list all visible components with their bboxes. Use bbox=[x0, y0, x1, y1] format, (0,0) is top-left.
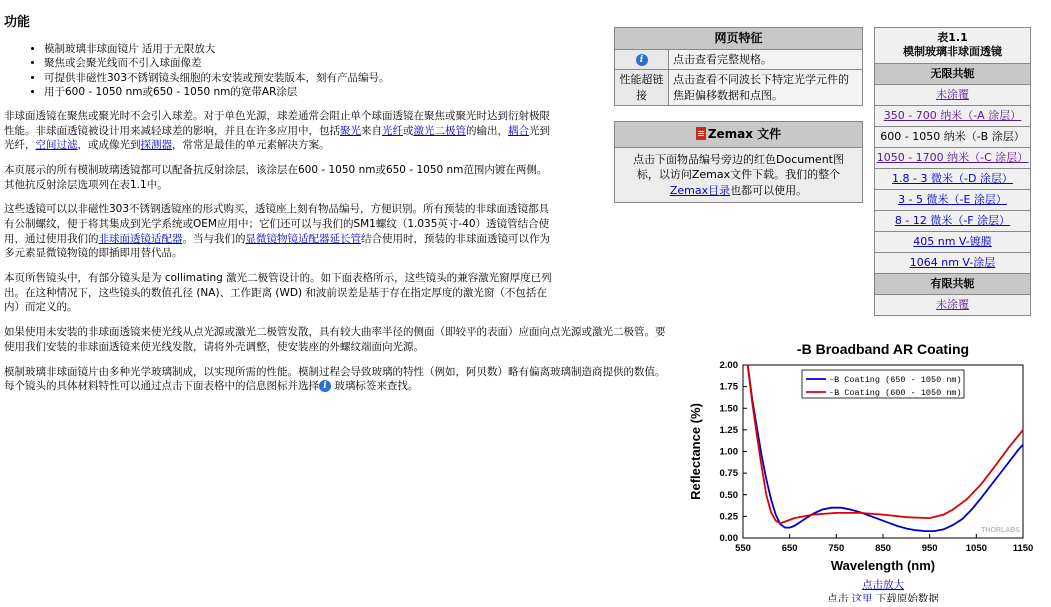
link-fiber[interactable]: 光纤 bbox=[382, 124, 403, 137]
specs-info-cell[interactable] bbox=[615, 49, 669, 69]
x-tick-label: 850 bbox=[875, 543, 891, 554]
raw-data-text bbox=[827, 592, 939, 602]
link-uncoated[interactable]: 未涂覆 bbox=[936, 87, 969, 101]
feature-bullets bbox=[4, 42, 674, 99]
current-b-coating: 600 - 1050 纳米（-B 涂层） bbox=[880, 129, 1025, 143]
document-icon bbox=[696, 127, 706, 140]
zemax-title-cell bbox=[615, 122, 863, 148]
infinite-conjugate-header: 无限共轭 bbox=[875, 63, 1031, 84]
table-row bbox=[875, 105, 1031, 126]
link-c-coating[interactable]: 1050 - 1700 纳米（-C 涂层） bbox=[876, 150, 1029, 164]
table-row bbox=[875, 168, 1031, 189]
link-405-v-coating[interactable]: 405 nm V-镀膜 bbox=[913, 234, 992, 248]
zemax-files-box bbox=[614, 121, 863, 203]
paragraph-ar-coating: 本页展示的所有模制玻璃透镜都可以配备抗反射涂层，该涂层在600 - 1050 nm或650 - 1050 nm范围内镀在两侧。其他抗反射涂层选项列在表1.1中。 bbox=[4, 163, 548, 191]
paragraph-aspheric-intro: 非球面透镜在聚焦或聚光时不会引入球差。对于单色光源，球差通常会阻止单个球面透镜在聚焦或聚光时达到衍射极限性能。非球面透镜被设计用来减轻球差的影响，并且在许多应用中，包括聚光来自光纤或激光二极管的输出，耦合光到光纤，空间过滤，或成像光到探测器，常常是最佳的单元素解决方案。 bbox=[4, 109, 550, 152]
link-e-coating[interactable]: 3 - 5 微米（-E 涂层） bbox=[898, 192, 1007, 206]
link-d-coating[interactable]: 1.8 - 3 微米（-D 涂层） bbox=[892, 171, 1013, 185]
raw-data-prefix: 点击 bbox=[827, 593, 852, 602]
enlarge-link[interactable]: 点击放大 bbox=[862, 579, 904, 591]
link-detector[interactable]: 探测器 bbox=[140, 139, 172, 152]
features-content bbox=[4, 14, 674, 404]
zemax-title: Zemax 文件 bbox=[707, 127, 782, 141]
table-row bbox=[875, 147, 1031, 168]
link-a-coating[interactable]: 350 - 700 纳米（-A 涂层） bbox=[883, 108, 1022, 122]
y-tick-label: 0.00 bbox=[719, 533, 738, 544]
specs-info-text: 点击查看完整规格。 bbox=[669, 49, 863, 69]
paragraph-laser-window: 本页所售镜头中，有部分镜头是为 collimating 激光二极管设计的。如下面表格所示，这些镜头的兼容激光窗厚度已列出。在这种情况下，这些镜头的数值孔径 (NA)、工作距离 (WD) 和波前误差是基于存在指定厚度的激光窗（不包括在内）而定义的。 bbox=[4, 272, 552, 314]
link-coupling[interactable]: 耦合 bbox=[508, 124, 529, 137]
paragraph-glass: 模制玻璃非球面镜片由多种光学玻璃制成，以实现所需的性能。模制过程会导致玻璃的特性（例如，阿贝数）略有偏离玻璃制造商提供的数值。每个镜头的具体材料特性可以通过点击下面表格中的信息图标并选择 i 玻璃标签来查找。 bbox=[4, 365, 666, 393]
table-row bbox=[875, 252, 1031, 273]
link-collimating[interactable]: 聚光 bbox=[340, 124, 361, 137]
table-1-1 bbox=[874, 27, 1031, 316]
legend-label-2: -B Coating (600 - 1050 nm) bbox=[829, 388, 962, 398]
raw-data-suffix: 下载原始数据 bbox=[872, 593, 939, 602]
y-axis-label: Reflectance (%) bbox=[688, 403, 703, 500]
y-tick-label: 1.00 bbox=[719, 446, 738, 458]
link-objective-adapter[interactable]: 显微镜物镜适配器延长管 bbox=[245, 232, 361, 245]
performance-link-text: 点击查看不同波长下特定光学元件的焦距偏移数据和点图。 bbox=[669, 70, 863, 106]
x-tick-label: 1150 bbox=[1012, 543, 1034, 554]
x-tick-label: 550 bbox=[735, 543, 751, 554]
x-axis-label: Wavelength (nm) bbox=[830, 558, 936, 573]
chart-title: -B Broadband AR Coating bbox=[796, 341, 970, 357]
zemax-catalog-link[interactable]: Zemax目录 bbox=[669, 183, 731, 197]
bullet-item: • 用于600 - 1050 nm或650 - 1050 nm的宽带AR涂层 bbox=[44, 85, 674, 99]
link-1064-v-coating[interactable]: 1064 nm V-涂层 bbox=[909, 255, 996, 269]
chart-svg bbox=[680, 338, 1040, 602]
table-row bbox=[875, 231, 1031, 252]
y-tick-label: 1.50 bbox=[719, 403, 738, 415]
info-icon: i bbox=[319, 380, 331, 392]
finite-conjugate-header: 有限共轭 bbox=[875, 273, 1031, 294]
table-row bbox=[875, 210, 1031, 231]
web-features-title: 网页特征 bbox=[615, 28, 863, 50]
reflectance-chart[interactable] bbox=[680, 338, 1040, 602]
y-tick-label: 0.25 bbox=[719, 511, 738, 523]
table-row bbox=[875, 189, 1031, 210]
paragraph-diverging: 如果使用未安装的非球面透镜来使光线从点光源或激光二极管发散，具有较大曲率半径的侧面（即较平的表面）应面向点光源或激光二极管。要使用我们安装的非球面透镜来使光线发散，请将外壳调整，使安装座的外螺纹端面向光源。 bbox=[4, 326, 666, 353]
x-tick-label: 950 bbox=[921, 543, 938, 554]
link-finite-uncoated[interactable]: 未涂覆 bbox=[936, 297, 969, 311]
raw-data-link[interactable]: 这里 bbox=[851, 593, 873, 602]
table-row bbox=[875, 84, 1031, 105]
web-features-box bbox=[614, 27, 863, 106]
link-aspheric-adapter[interactable]: 非球面透镜适配器 bbox=[98, 232, 183, 245]
bullet-item: • 聚焦或会聚光线而不引入球面像差 bbox=[44, 56, 674, 70]
paragraph-mounts: 这些透镜可以以非磁性303不锈钢透镜座的形式购买，透镜座上刻有物品编号，方便识别。所有预装的非球面透镜都具有公制螺纹，便于将其集成到光学系统或OEM应用中；它们还可以与我们的SM1螺纹（1.035英寸-40）透镜管结合使用，通过使用我们的非球面透镜适配器。当与我们的显微镜物镜适配器延长管结合使用时，预装的非球面透镜可以作为多元素显微镜物镜的即插即用替代品。 bbox=[4, 203, 550, 260]
y-tick-label: 0.75 bbox=[719, 468, 738, 480]
x-tick-label: 750 bbox=[828, 543, 845, 554]
link-f-coating[interactable]: 8 - 12 微米（-F 涂层） bbox=[894, 213, 1011, 227]
thorlabs-watermark: THORLABS bbox=[981, 527, 1020, 534]
y-tick-label: 2.00 bbox=[719, 360, 738, 371]
x-tick-label: 650 bbox=[781, 543, 798, 554]
info-icon[interactable]: i bbox=[636, 54, 648, 66]
bullet-item: • 可提供非磁性303不锈钢镜头细胞的未安装或预安装版本，刻有产品编号。 bbox=[44, 71, 674, 85]
zemax-description: 点击下面物品编号旁边的红色Document图标，以访问Zemax文件下载。我们的整个 Zemax目录也都可以使用。 bbox=[615, 147, 863, 202]
link-spatial-filtering[interactable]: 空间过滤 bbox=[35, 139, 78, 152]
x-tick-label: 1050 bbox=[965, 543, 987, 554]
bullet-item: • 模制玻璃非球面镜片 适用于无限放大 bbox=[44, 42, 674, 56]
legend-label-1: -B Coating (650 - 1050 nm) bbox=[829, 375, 962, 385]
table-row bbox=[875, 126, 1031, 147]
y-tick-label: 1.25 bbox=[719, 424, 738, 436]
table-1-1-title: 表1.1 模制玻璃非球面透镜 bbox=[875, 28, 1031, 64]
y-tick-label: 1.75 bbox=[719, 381, 738, 393]
y-tick-label: 0.50 bbox=[719, 489, 738, 501]
link-laser-diode[interactable]: 激光二极管 bbox=[413, 124, 466, 137]
table-row bbox=[875, 294, 1031, 315]
performance-link-label: 性能超链接 bbox=[615, 70, 669, 106]
section-heading: 功能 bbox=[4, 15, 31, 30]
